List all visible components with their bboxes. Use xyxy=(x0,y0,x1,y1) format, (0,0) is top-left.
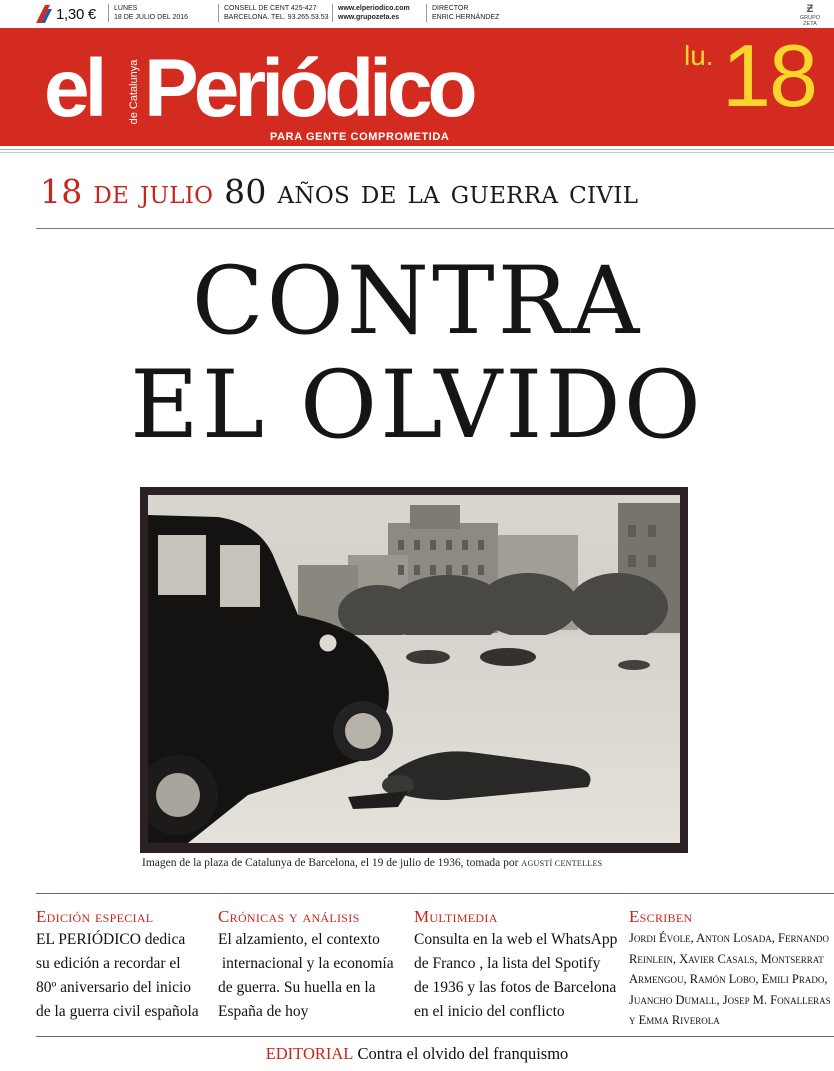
divider xyxy=(218,4,219,22)
caption-text: Imagen de la plaza de Catalunya de Barcelona, el 19 de julio de 1936, tomada por xyxy=(142,857,519,869)
director-name: ENRIC HERNÁNDEZ xyxy=(432,14,500,21)
issue-day: LUNES xyxy=(114,5,138,12)
address-line: BARCELONA. TEL. 93.265.53.53 xyxy=(224,14,329,21)
address-line: CONSELL DE CENT 425-427 xyxy=(224,5,317,12)
rule xyxy=(36,228,834,229)
brand-stripes-icon xyxy=(36,5,52,23)
author-line: Reinlein, Xavier Casals, Montserrat xyxy=(629,951,824,966)
day-abbr: lu. xyxy=(684,40,714,71)
brand-region-text: de Catalunya xyxy=(128,59,140,125)
rule xyxy=(36,893,834,894)
kicker-subject: 80 años de la guerra civil xyxy=(224,172,639,211)
divider xyxy=(108,4,109,22)
editorial-label: EDITORIAL xyxy=(265,1044,354,1063)
divider xyxy=(426,4,427,22)
teaser-line: EL PERIÓDICO dedica xyxy=(36,931,186,948)
section-kicker xyxy=(40,170,800,214)
editorial-teaser[interactable] xyxy=(0,1044,834,1064)
day-number: 18 xyxy=(722,26,816,125)
tagline: PARA GENTE COMPROMETIDA xyxy=(270,131,450,143)
lead-photo[interactable] xyxy=(140,487,688,853)
masthead xyxy=(0,28,834,146)
teaser-line: su edición a recordar el xyxy=(36,955,181,972)
teaser-line: 80º aniversario del inicio xyxy=(36,979,192,996)
teaser-line: Consulta en la web el WhatsApp xyxy=(414,931,618,948)
teaser-title: Edición especial xyxy=(36,907,154,926)
brand-el: el xyxy=(44,43,103,134)
teaser-line: de 1936 y las fotos de Barcelona xyxy=(414,979,617,996)
rule xyxy=(0,149,834,150)
director-label: DIRECTOR xyxy=(432,5,469,12)
historic-street-photo xyxy=(148,495,680,843)
teaser-line: de la guerra civil española xyxy=(36,1003,199,1020)
teaser-line: de Franco , la lista del Spotify xyxy=(414,955,601,972)
author-line: Armengou, Ramón Lobo, Emili Prado, xyxy=(629,972,828,986)
teaser-multimedia[interactable] xyxy=(414,906,624,1024)
issue-date xyxy=(114,4,188,22)
grupo-zeta-logo xyxy=(794,3,826,27)
teaser-line: en el inicio del conflicto xyxy=(414,1003,565,1020)
editorial-title: Contra el olvido del franquismo xyxy=(357,1044,569,1063)
teaser-edicion-especial[interactable] xyxy=(36,906,216,1024)
rule xyxy=(36,1036,834,1037)
teaser-line: España de hoy xyxy=(218,1003,309,1020)
divider xyxy=(332,4,333,22)
websites xyxy=(338,4,410,22)
zeta-icon: Ƶ xyxy=(806,3,814,15)
author-line: Jordi Évole, Anton Losada, Fernando xyxy=(629,931,830,945)
teaser-title: Escriben xyxy=(629,907,693,926)
teaser-line: El alzamiento, el contexto xyxy=(218,931,380,948)
brand-region xyxy=(126,56,144,132)
teaser-escriben[interactable] xyxy=(629,906,834,1031)
issue-date-text: 18 DE JULIO DEL 2016 xyxy=(114,14,189,21)
teaser-line: internacional y la economía xyxy=(218,955,394,972)
photo-caption xyxy=(142,857,602,869)
teaser-title: Multimedia xyxy=(414,907,498,926)
author-line: Juancho Dumall, Josep M. Fonalleras xyxy=(629,992,831,1007)
address xyxy=(224,4,329,22)
website-link[interactable]: www.elperiodico.com xyxy=(338,5,410,12)
rule xyxy=(0,152,834,153)
photo-credit: AGUSTÍ CENTELLES xyxy=(521,859,603,868)
headline-line-2[interactable]: EL OLVIDO xyxy=(130,351,704,460)
author-line: y Emma Riverola xyxy=(629,1013,720,1027)
headline-line-1[interactable]: CONTRA xyxy=(191,247,643,356)
publisher-name: GRUPO ZETA xyxy=(799,15,821,27)
website-link[interactable]: www.grupozeta.es xyxy=(338,14,400,21)
kicker-date: 18 de julio xyxy=(40,172,214,211)
brand-name: Periódico xyxy=(144,43,473,134)
director xyxy=(432,4,499,22)
teaser-title: Crónicas y análisis xyxy=(218,907,360,926)
teaser-cronicas[interactable] xyxy=(218,906,408,1024)
top-info-bar xyxy=(0,0,834,28)
price: 1,30 € xyxy=(56,6,96,23)
teaser-line: de guerra. Su huella en la xyxy=(218,979,376,996)
